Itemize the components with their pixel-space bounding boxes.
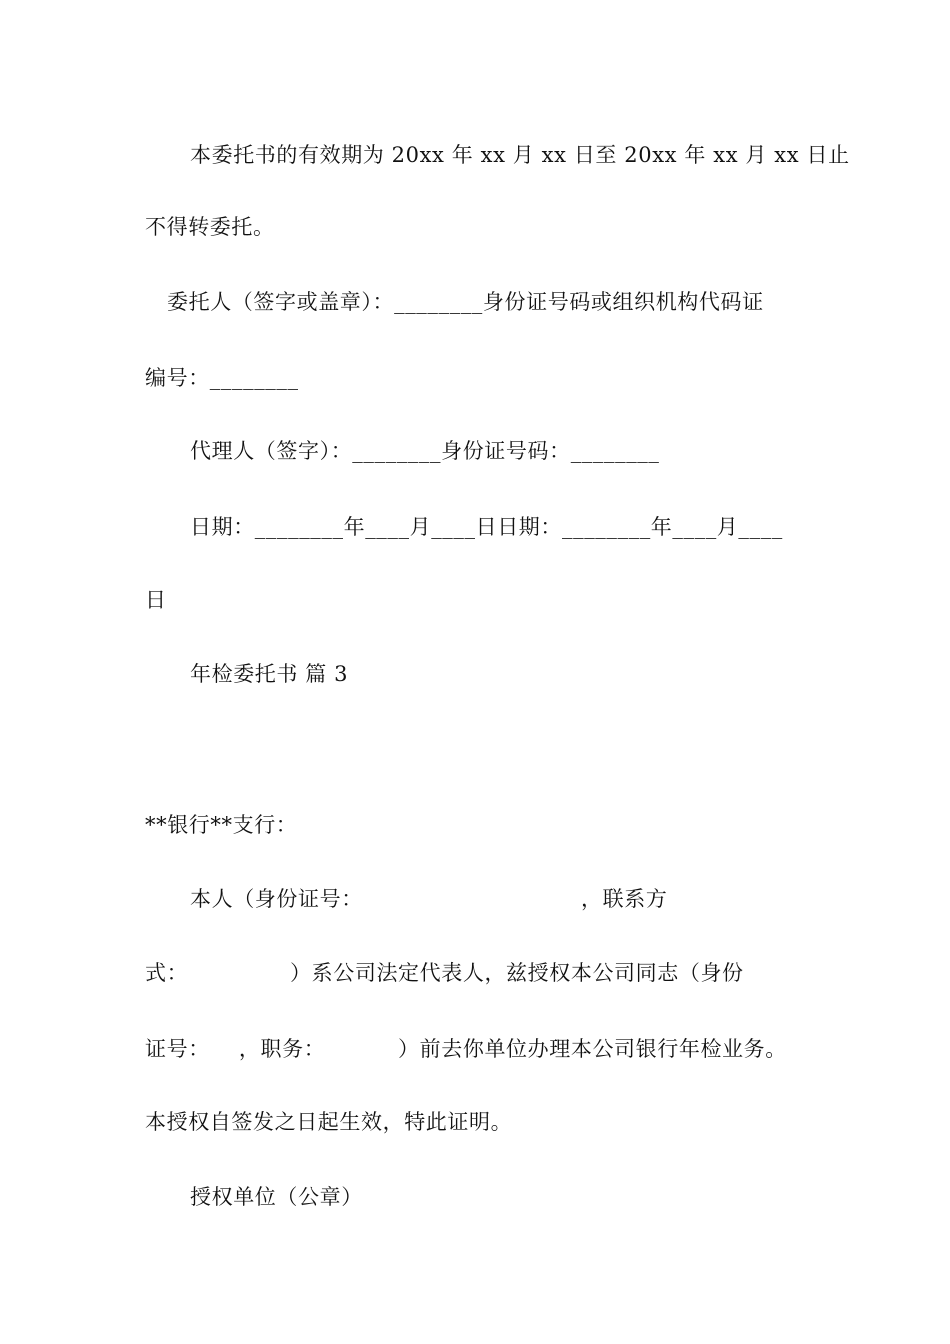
- authorization-paragraph-line-1: 本人（身份证号： ，联系方: [190, 887, 668, 911]
- date-line: 日期：________年____月____日日期：________年____月____: [190, 515, 783, 539]
- agent-signature-line: 代理人（签字）：________身份证号码：________: [190, 439, 660, 463]
- validity-period-text: 本委托书的有效期为 20xx 年 xx 月 xx 日至 20xx 年 xx 月 xx 日止: [190, 143, 850, 167]
- addressee-line: **银行**支行：: [145, 813, 298, 837]
- no-subdelegation-text: 不得转委托。: [145, 215, 275, 239]
- authorizing-unit-seal-label: 授权单位（公章）: [190, 1185, 363, 1209]
- principal-signature-line: 委托人（签字或盖章）：________身份证号码或组织机构代码证: [167, 290, 764, 314]
- section-heading: 年检委托书 篇 3: [190, 662, 349, 686]
- date-line-continuation: 日: [145, 588, 167, 612]
- authorization-paragraph-line-3: 证号： ，职务： ）前去你单位办理本公司银行年检业务。: [145, 1037, 787, 1061]
- principal-id-number-line: 编号：________: [145, 366, 299, 390]
- effective-statement: 本授权自签发之日起生效，特此证明。: [145, 1110, 513, 1134]
- authorization-paragraph-line-2: 式： ）系公司法定代表人，兹授权本公司同志（身份: [145, 961, 744, 985]
